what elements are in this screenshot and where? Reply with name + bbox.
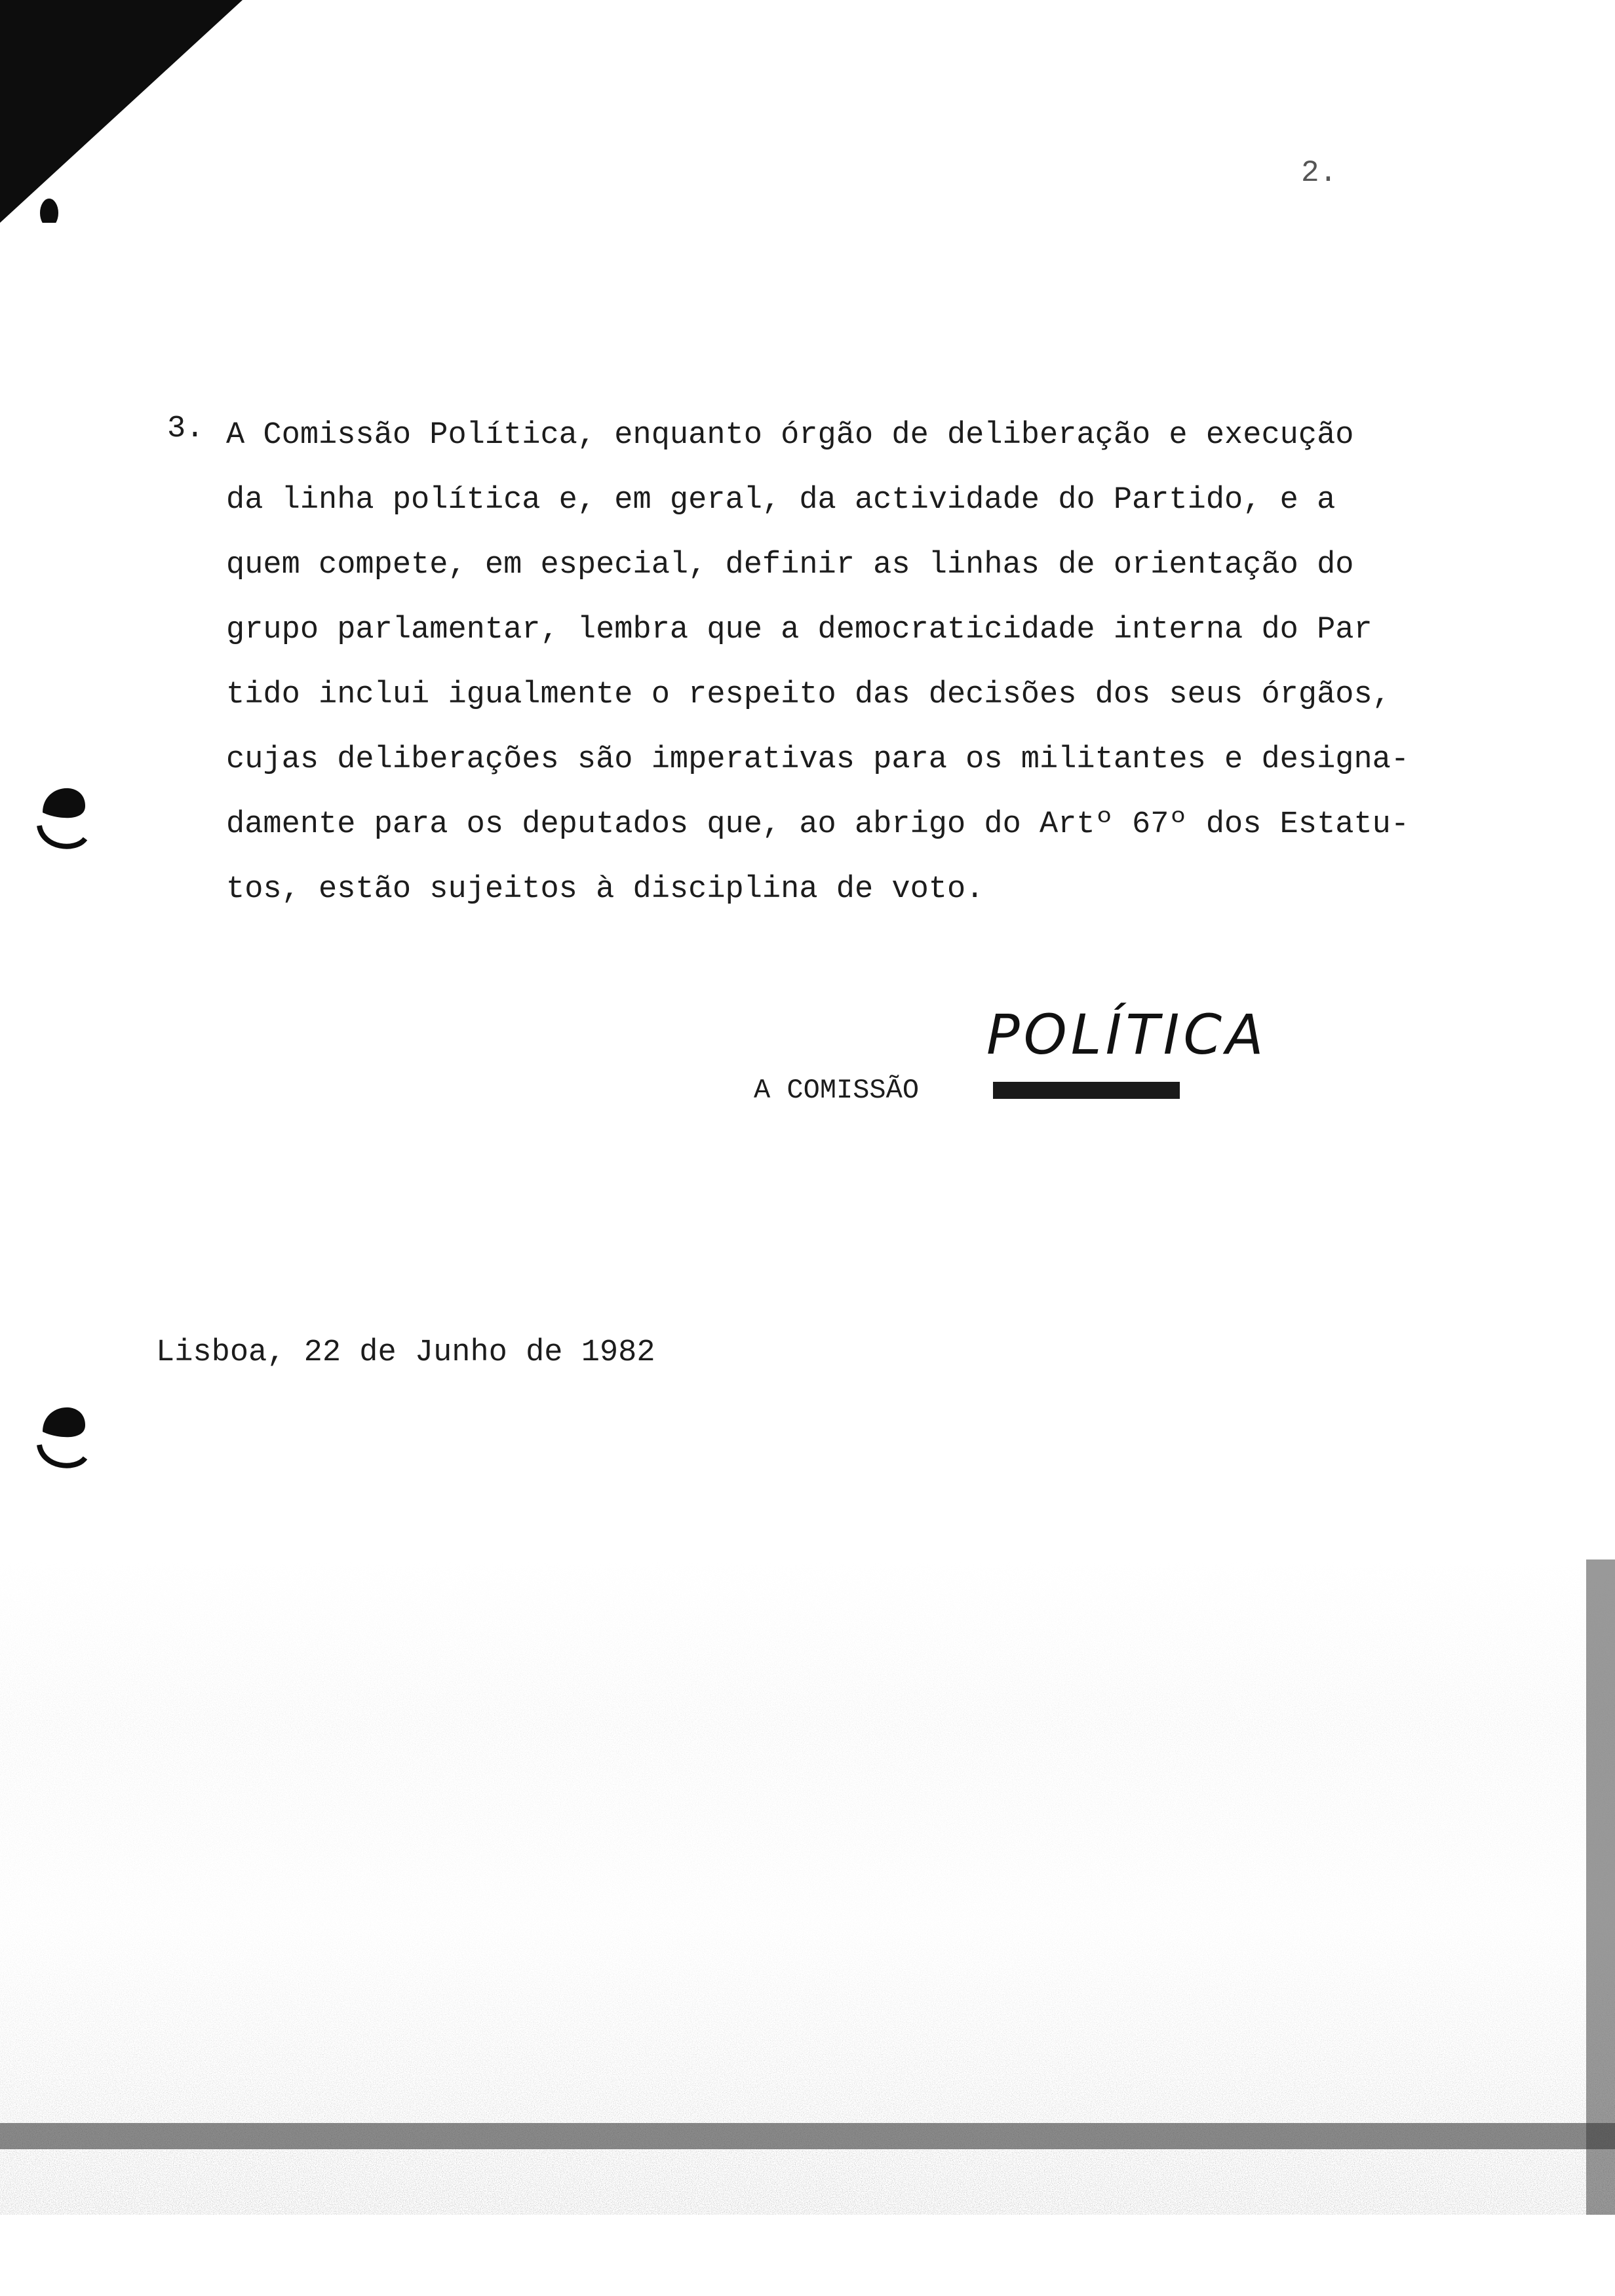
signature-typed: A COMISSÃO (754, 1075, 920, 1106)
redaction-strikeout (993, 1082, 1180, 1099)
punch-hole-mark (29, 776, 92, 855)
place-date: Lisboa, 22 de Junho de 1982 (156, 1335, 655, 1370)
paragraph-text (226, 403, 1498, 922)
paragraph-line: quem compete, em especial, definir as linhas de orientação do (226, 548, 1354, 583)
paragraph-line: da linha política e, em geral, da actividade do Partido, e a (226, 483, 1336, 518)
paragraph-line: A Comissão Política, enquanto órgão de deliberação e execução (226, 418, 1354, 453)
paragraph-line: tos, estão sujeitos à disciplina de voto. (226, 872, 984, 907)
paragraph-number: 3. (167, 411, 204, 446)
page-number: 2. (1301, 156, 1338, 190)
punch-hole-mark (29, 1396, 92, 1474)
paragraph-line: grupo parlamentar, lembra que a democraticidade interna do Par (226, 613, 1372, 647)
scan-noise-band (0, 1559, 1615, 2215)
paragraph-line: cujas deliberações são imperativas para os militantes e designa- (226, 742, 1410, 777)
paragraph-line: tido inclui igualmente o respeito das decisões dos seus órgãos, (226, 678, 1391, 712)
scan-corner-artifact (0, 0, 243, 223)
paragraph-line: damente para os deputados que, ao abrigo do Artº 67º dos Estatu- (226, 807, 1410, 842)
handwritten-correction: POLÍTICA (986, 1003, 1268, 1067)
